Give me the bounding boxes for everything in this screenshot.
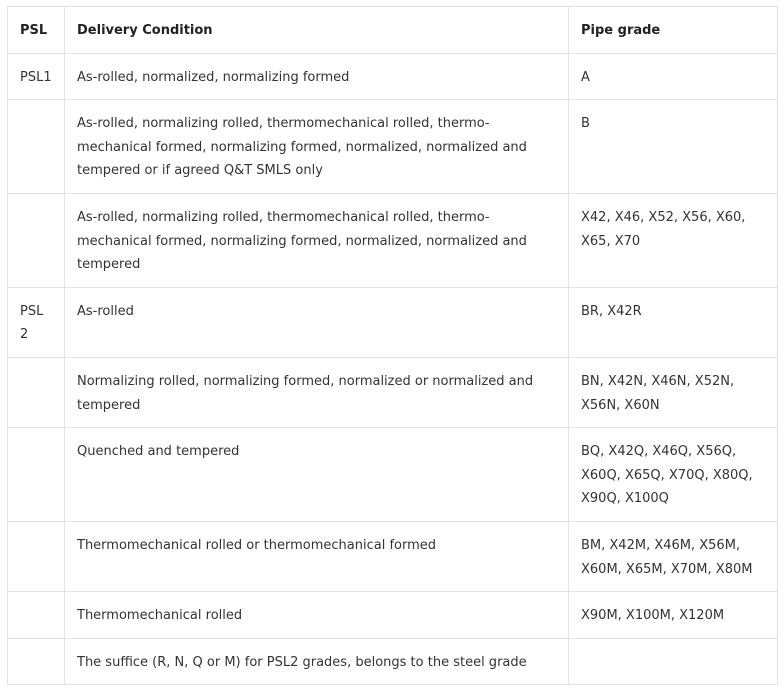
pipe-grade-cell: BR, X42R — [569, 287, 778, 357]
psl-cell: PSL1 — [8, 53, 65, 100]
psl-cell: PSL 2 — [8, 287, 65, 357]
delivery-condition-cell: As-rolled, normalized, normalizing formed — [65, 53, 569, 100]
psl-cell — [8, 521, 65, 591]
psl-cell — [8, 638, 65, 685]
table-row — [8, 428, 778, 522]
pipe-grade-table — [7, 6, 778, 685]
table-row — [8, 521, 778, 591]
pipe-grade-cell: BN, X42N, X46N, X52N, X56N, X60N — [569, 357, 778, 427]
table-row — [8, 287, 778, 357]
pipe-grade-cell: BM, X42M, X46M, X56M, X60M, X65M, X70M, X80M — [569, 521, 778, 591]
delivery-condition-cell: Thermomechanical rolled or thermomechanical formed — [65, 521, 569, 591]
pipe-grade-cell: BQ, X42Q, X46Q, X56Q, X60Q, X65Q, X70Q, X80Q, X90Q, X100Q — [569, 428, 778, 522]
table-row — [8, 357, 778, 427]
table-row — [8, 638, 778, 685]
psl-cell — [8, 592, 65, 639]
table-header-row — [8, 7, 778, 54]
psl-cell — [8, 428, 65, 522]
pipe-grade-cell: B — [569, 100, 778, 194]
header-psl: PSL — [8, 7, 65, 54]
delivery-condition-cell: Normalizing rolled, normalizing formed, normalized or normalized and tempered — [65, 357, 569, 427]
table-row — [8, 53, 778, 100]
pipe-grade-cell: X42, X46, X52, X56, X60, X65, X70 — [569, 193, 778, 287]
table-row — [8, 100, 778, 194]
delivery-condition-cell: The suffice (R, N, Q or M) for PSL2 grades, belongs to the steel grade — [65, 638, 569, 685]
header-pipe-grade: Pipe grade — [569, 7, 778, 54]
pipe-grade-cell: X90M, X100M, X120M — [569, 592, 778, 639]
delivery-condition-cell: As-rolled, normalizing rolled, thermomechanical rolled, thermo-mechanical formed, normalizing formed, normalized, normalized and tempered — [65, 193, 569, 287]
delivery-condition-cell: As-rolled, normalizing rolled, thermomechanical rolled, thermo-mechanical formed, normalizing formed, normalized, normalized and tempered or if agreed Q&T SMLS only — [65, 100, 569, 194]
table-row — [8, 592, 778, 639]
pipe-grade-cell: A — [569, 53, 778, 100]
delivery-condition-cell: As-rolled — [65, 287, 569, 357]
psl-cell — [8, 100, 65, 194]
pipe-grade-cell — [569, 638, 778, 685]
table-row — [8, 193, 778, 287]
delivery-condition-cell: Quenched and tempered — [65, 428, 569, 522]
psl-cell — [8, 357, 65, 427]
delivery-condition-cell: Thermomechanical rolled — [65, 592, 569, 639]
psl-cell — [8, 193, 65, 287]
header-delivery-condition: Delivery Condition — [65, 7, 569, 54]
